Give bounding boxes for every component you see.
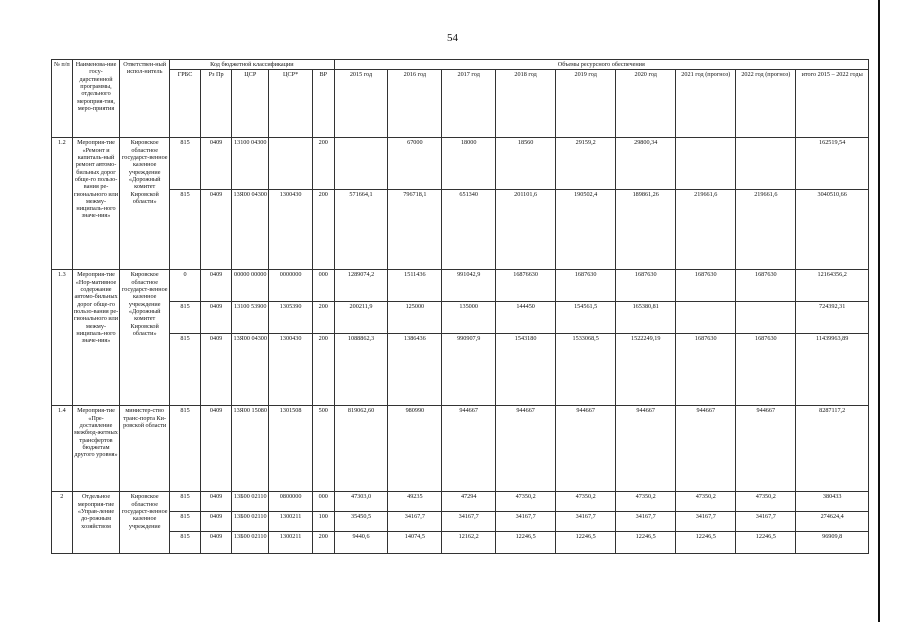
- cell-name: Мероприя-тие «Ремонт и капиталь-ный ремонт автомо-бильных дорог обще-го пользо-вания ре-гионального или межму-ниципаль-ного значе-ния»: [72, 138, 120, 270]
- cell-y2016: 49235: [388, 492, 442, 512]
- header-2022: 2022 год (прогноз): [736, 70, 796, 138]
- cell-y2020: 34167,7: [616, 512, 676, 532]
- cell-grbs: 815: [170, 406, 201, 492]
- budget-table: [51, 59, 869, 554]
- cell-grbs: 815: [170, 512, 201, 532]
- cell-y2022: [736, 302, 796, 334]
- table-row: [52, 190, 869, 270]
- cell-y2016: 980990: [388, 406, 442, 492]
- header-2017: 2017 год: [442, 70, 496, 138]
- cell-y2020: 1522249,19: [616, 334, 676, 406]
- cell-y2016: 125000: [388, 302, 442, 334]
- page-number: 54: [447, 32, 458, 44]
- cell-grbs: 815: [170, 492, 201, 512]
- cell-grbs: 815: [170, 302, 201, 334]
- table-row: [52, 302, 869, 334]
- header-2020: 2020 год: [616, 70, 676, 138]
- cell-y2020: 1687630: [616, 270, 676, 302]
- cell-csr2: 0000000: [269, 270, 312, 302]
- cell-csr: 00000 00000: [232, 270, 269, 302]
- cell-y2021: [676, 138, 736, 190]
- cell-csr2: 1305390: [269, 302, 312, 334]
- cell-total: 96909,8: [796, 532, 869, 554]
- cell-y2015: 1289074,2: [334, 270, 388, 302]
- cell-vr: 100: [312, 512, 334, 532]
- cell-grbs: 815: [170, 334, 201, 406]
- cell-y2015: 47303,0: [334, 492, 388, 512]
- cell-csr2: 1301508: [269, 406, 312, 492]
- cell-no: 1.2: [52, 138, 73, 270]
- cell-rzpr: 0409: [201, 512, 232, 532]
- cell-csr: 13Я00 15080: [232, 406, 269, 492]
- cell-y2019: 29159,2: [556, 138, 616, 190]
- cell-vr: 200: [312, 334, 334, 406]
- cell-rzpr: 0409: [201, 532, 232, 554]
- cell-y2018: 144450: [496, 302, 556, 334]
- cell-y2015: 9440,6: [334, 532, 388, 554]
- cell-csr2: 1300430: [269, 190, 312, 270]
- cell-y2021: 34167,7: [676, 512, 736, 532]
- header-total: итого 2015 – 2022 годы: [796, 70, 869, 138]
- cell-vr: 200: [312, 532, 334, 554]
- cell-no: 1.3: [52, 270, 73, 406]
- cell-y2017: 18000: [442, 138, 496, 190]
- cell-y2016: 796718,1: [388, 190, 442, 270]
- header-2018: 2018 год: [496, 70, 556, 138]
- cell-name: Мероприя-тие «Пре-доставление межбюд-жетных трансфертов бюджетам другого уровня»: [72, 406, 120, 492]
- header-row-2: [52, 70, 869, 138]
- table-row: [52, 532, 869, 554]
- cell-executor: Кировское областное государст-венное казенное учреждение «Дорожный комитет Кировской области»: [120, 138, 170, 270]
- header-2015: 2015 год: [334, 70, 388, 138]
- cell-y2016: 14074,5: [388, 532, 442, 554]
- cell-csr: 13Б00 02110: [232, 512, 269, 532]
- cell-csr2: 1300430: [269, 334, 312, 406]
- cell-y2016: 1386436: [388, 334, 442, 406]
- cell-y2022: 47350,2: [736, 492, 796, 512]
- cell-total: 8287117,2: [796, 406, 869, 492]
- cell-y2022: 219661,6: [736, 190, 796, 270]
- header-executor: Ответствен-ный испол-нитель: [120, 60, 170, 138]
- cell-y2020: 165380,81: [616, 302, 676, 334]
- cell-y2021: 12246,5: [676, 532, 736, 554]
- cell-y2019: 34167,7: [556, 512, 616, 532]
- cell-total: 11439963,89: [796, 334, 869, 406]
- cell-y2015: 1088862,3: [334, 334, 388, 406]
- cell-y2017: 34167,7: [442, 512, 496, 532]
- cell-y2018: 34167,7: [496, 512, 556, 532]
- cell-y2019: 1533068,5: [556, 334, 616, 406]
- table-row: [52, 138, 869, 190]
- cell-y2015: 571664,1: [334, 190, 388, 270]
- cell-y2019: 154561,5: [556, 302, 616, 334]
- cell-total: 380433: [796, 492, 869, 512]
- cell-total: 12164356,2: [796, 270, 869, 302]
- table-row: [52, 406, 869, 492]
- cell-y2020: 47350,2: [616, 492, 676, 512]
- cell-y2018: 1543180: [496, 334, 556, 406]
- header-csr: ЦСР: [232, 70, 269, 138]
- cell-total: 162519,54: [796, 138, 869, 190]
- header-name: Наименова-ние госу-дарственной программы, отдельного мероприя-тия, меро-приятия: [72, 60, 120, 138]
- cell-executor: министер-ство транс-порта Ки-ровской области: [120, 406, 170, 492]
- cell-y2017: 47294: [442, 492, 496, 512]
- cell-no: 2: [52, 492, 73, 554]
- table-row: [52, 512, 869, 532]
- cell-y2019: 190502,4: [556, 190, 616, 270]
- cell-total: 724392,31: [796, 302, 869, 334]
- cell-csr: 13100 04300: [232, 138, 269, 190]
- cell-y2018: 201101,6: [496, 190, 556, 270]
- cell-y2022: 1687630: [736, 270, 796, 302]
- table-row: [52, 270, 869, 302]
- cell-y2016: 67000: [388, 138, 442, 190]
- table-row: [52, 334, 869, 406]
- cell-y2021: 47350,2: [676, 492, 736, 512]
- cell-y2022: 12246,5: [736, 532, 796, 554]
- cell-y2018: 18560: [496, 138, 556, 190]
- cell-y2022: [736, 138, 796, 190]
- cell-vr: 000: [312, 270, 334, 302]
- cell-csr: 13Я00 04300: [232, 190, 269, 270]
- header-2021: 2021 год (прогноз): [676, 70, 736, 138]
- cell-y2022: 34167,7: [736, 512, 796, 532]
- cell-y2020: 189861,26: [616, 190, 676, 270]
- cell-grbs: 0: [170, 270, 201, 302]
- cell-y2017: 944667: [442, 406, 496, 492]
- cell-rzpr: 0409: [201, 138, 232, 190]
- cell-name: Мероприя-тие «Нор-мативное содержание автомо-бильных дорог обще-го пользо-вания ре-гионального или межму-ниципаль-ного значе-ния»: [72, 270, 120, 406]
- cell-vr: 200: [312, 138, 334, 190]
- cell-csr: 13Б00 02110: [232, 532, 269, 554]
- cell-vr: 000: [312, 492, 334, 512]
- cell-y2021: 219661,6: [676, 190, 736, 270]
- cell-y2016: 1511436: [388, 270, 442, 302]
- cell-csr2: 0800000: [269, 492, 312, 512]
- cell-grbs: 815: [170, 190, 201, 270]
- cell-y2020: 29800,34: [616, 138, 676, 190]
- cell-y2015: 819062,60: [334, 406, 388, 492]
- cell-y2018: 944667: [496, 406, 556, 492]
- header-resources: Объемы ресурсного обеспечения: [334, 60, 868, 70]
- cell-grbs: 815: [170, 532, 201, 554]
- cell-y2022: 944667: [736, 406, 796, 492]
- cell-y2017: 991042,9: [442, 270, 496, 302]
- cell-executor: Кировское областное государст-венное казенное учреждение: [120, 492, 170, 554]
- cell-vr: 500: [312, 406, 334, 492]
- cell-y2022: 1687630: [736, 334, 796, 406]
- header-vr: ВР: [312, 70, 334, 138]
- cell-y2019: 47350,2: [556, 492, 616, 512]
- cell-csr2: 1300211: [269, 532, 312, 554]
- cell-y2015: 200211,9: [334, 302, 388, 334]
- cell-y2021: 1687630: [676, 270, 736, 302]
- cell-y2015: [334, 138, 388, 190]
- page-edge-line: [878, 0, 880, 622]
- cell-y2019: 944667: [556, 406, 616, 492]
- cell-y2019: 1687630: [556, 270, 616, 302]
- cell-y2017: 135000: [442, 302, 496, 334]
- header-no: № п/п: [52, 60, 73, 138]
- cell-y2017: 12162,2: [442, 532, 496, 554]
- header-grbs: ГРБС: [170, 70, 201, 138]
- header-2016: 2016 год: [388, 70, 442, 138]
- cell-vr: 200: [312, 302, 334, 334]
- cell-csr: 13Б00 02110: [232, 492, 269, 512]
- cell-y2016: 34167,7: [388, 512, 442, 532]
- cell-rzpr: 0409: [201, 190, 232, 270]
- cell-y2017: 651340: [442, 190, 496, 270]
- header-row-1: [52, 60, 869, 70]
- header-2019: 2019 год: [556, 70, 616, 138]
- cell-rzpr: 0409: [201, 492, 232, 512]
- cell-rzpr: 0409: [201, 302, 232, 334]
- cell-y2020: 944667: [616, 406, 676, 492]
- cell-y2018: 47350,2: [496, 492, 556, 512]
- cell-y2021: 1687630: [676, 334, 736, 406]
- cell-csr: 13Я00 04300: [232, 334, 269, 406]
- cell-csr2: 1300211: [269, 512, 312, 532]
- cell-name: Отдельное мероприя-тие «Управ-ление до-рожным хозяйством: [72, 492, 120, 554]
- header-csr2: ЦСР*: [269, 70, 312, 138]
- cell-grbs: 815: [170, 138, 201, 190]
- cell-total: 274624,4: [796, 512, 869, 532]
- cell-rzpr: 0409: [201, 270, 232, 302]
- header-rzpr: Рз Пр: [201, 70, 232, 138]
- cell-no: 1.4: [52, 406, 73, 492]
- cell-y2021: 944667: [676, 406, 736, 492]
- cell-y2019: 12246,5: [556, 532, 616, 554]
- cell-rzpr: 0409: [201, 406, 232, 492]
- cell-y2015: 35450,5: [334, 512, 388, 532]
- cell-total: 3040510,66: [796, 190, 869, 270]
- cell-y2018: 12246,5: [496, 532, 556, 554]
- cell-csr2: [269, 138, 312, 190]
- cell-y2020: 12246,5: [616, 532, 676, 554]
- cell-y2018: 16876630: [496, 270, 556, 302]
- header-budget-code: Код бюджетной классификации: [170, 60, 335, 70]
- cell-executor: Кировское областное государст-венное казенное учреждение «Дорожный комитет Кировской области»: [120, 270, 170, 406]
- table-row: [52, 492, 869, 512]
- cell-csr: 13100 53900: [232, 302, 269, 334]
- budget-body: [52, 138, 869, 554]
- cell-y2017: 990907,9: [442, 334, 496, 406]
- cell-rzpr: 0409: [201, 334, 232, 406]
- cell-y2021: [676, 302, 736, 334]
- cell-vr: 200: [312, 190, 334, 270]
